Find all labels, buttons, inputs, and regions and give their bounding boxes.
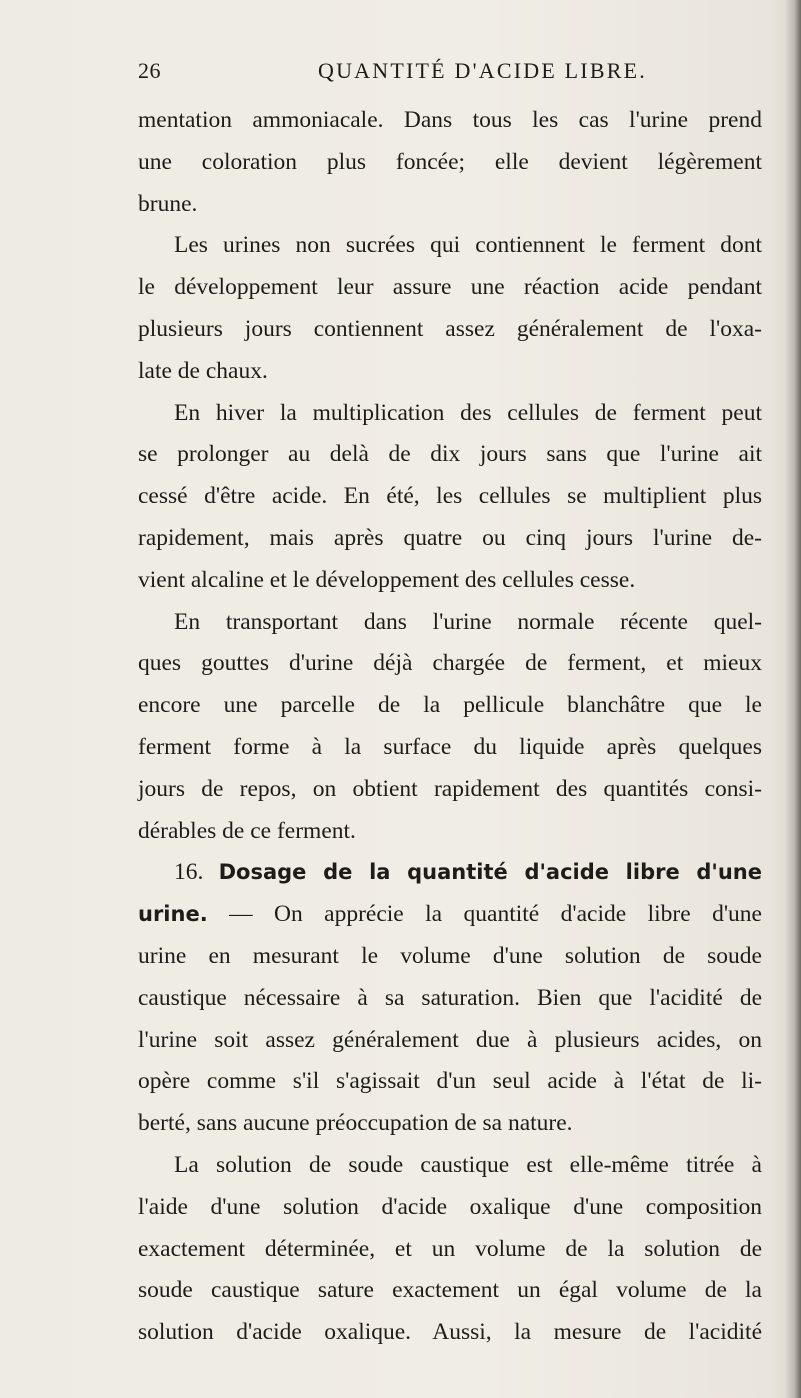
text-line: dérables de ce ferment. [138,817,356,844]
text-line: brune. [138,190,198,217]
text-line: En transportant dans l'urine normale récente quel- [174,608,762,635]
text-line: En hiver la multiplication des cellules de ferment peut [174,399,762,426]
text-line: La solution de soude caustique est elle-même titrée à [174,1151,762,1178]
text-line: jours de repos, on obtient rapidement des quantités consi- [138,775,762,802]
text-line: se prolonger au delà de dix jours sans que l'urine ait [138,441,762,468]
section-heading-line [138,852,762,894]
section-heading: Dosage de la quantité d'acide libre d'une [218,860,762,885]
text-line: encore une parcelle de la pellicule blanchâtre que le [138,692,762,719]
running-title: QUANTITÉ D'ACIDE LIBRE. [318,58,647,83]
text-line: soude caustique sature exactement un égal volume de la [138,1277,762,1304]
text-line: ques gouttes d'urine déjà chargée de ferment, et mieux [138,650,762,677]
page-header [138,58,778,88]
section-number: 16. [174,859,204,886]
text-fragment: — On apprécie la quantité d'acide libre d'une [207,901,762,928]
text-line: une coloration plus foncée; elle devient légèrement [138,148,762,175]
text-line: rapidement, mais après quatre ou cinq jours l'urine de- [138,524,762,551]
page-number: 26 [138,58,161,83]
text-line: mentation ammoniacale. Dans tous les cas l'urine prend [138,107,762,133]
text-line [138,894,762,936]
body-text [138,100,762,1354]
text-line: berté, sans aucune préoccupation de sa nature. [138,1110,573,1137]
section-heading-end: urine. [138,902,208,927]
text-line: urine en mesurant le volume d'une solution de soude [138,942,762,969]
text-line: plusieurs jours contiennent assez généralement de l'oxa- [138,315,762,342]
text-line: Les urines non sucrées qui contiennent le ferment dont [174,232,762,259]
page-edge-shadow [785,0,801,1398]
text-line: caustique nécessaire à sa saturation. Bien que l'acidité de [138,984,762,1011]
text-line: late de chaux. [138,357,268,384]
text-line: solution d'acide oxalique. Aussi, la mesure de l'acidité [138,1319,762,1346]
text-line: l'urine soit assez généralement due à plusieurs acides, on [138,1026,762,1053]
text-line: le développement leur assure une réaction acide pendant [138,274,762,301]
text-line: ferment forme à la surface du liquide après quelques [138,733,762,760]
text-line: cessé d'être acide. En été, les cellules se multiplient plus [138,483,762,510]
text-line: l'aide d'une solution d'acide oxalique d'une composition [138,1193,762,1220]
text-line: vient alcaline et le développement des cellules cesse. [138,566,636,593]
text-line: opère comme s'il s'agissait d'un seul acide à l'état de li- [138,1068,762,1095]
text-line: exactement déterminée, et un volume de la solution de [138,1235,762,1262]
